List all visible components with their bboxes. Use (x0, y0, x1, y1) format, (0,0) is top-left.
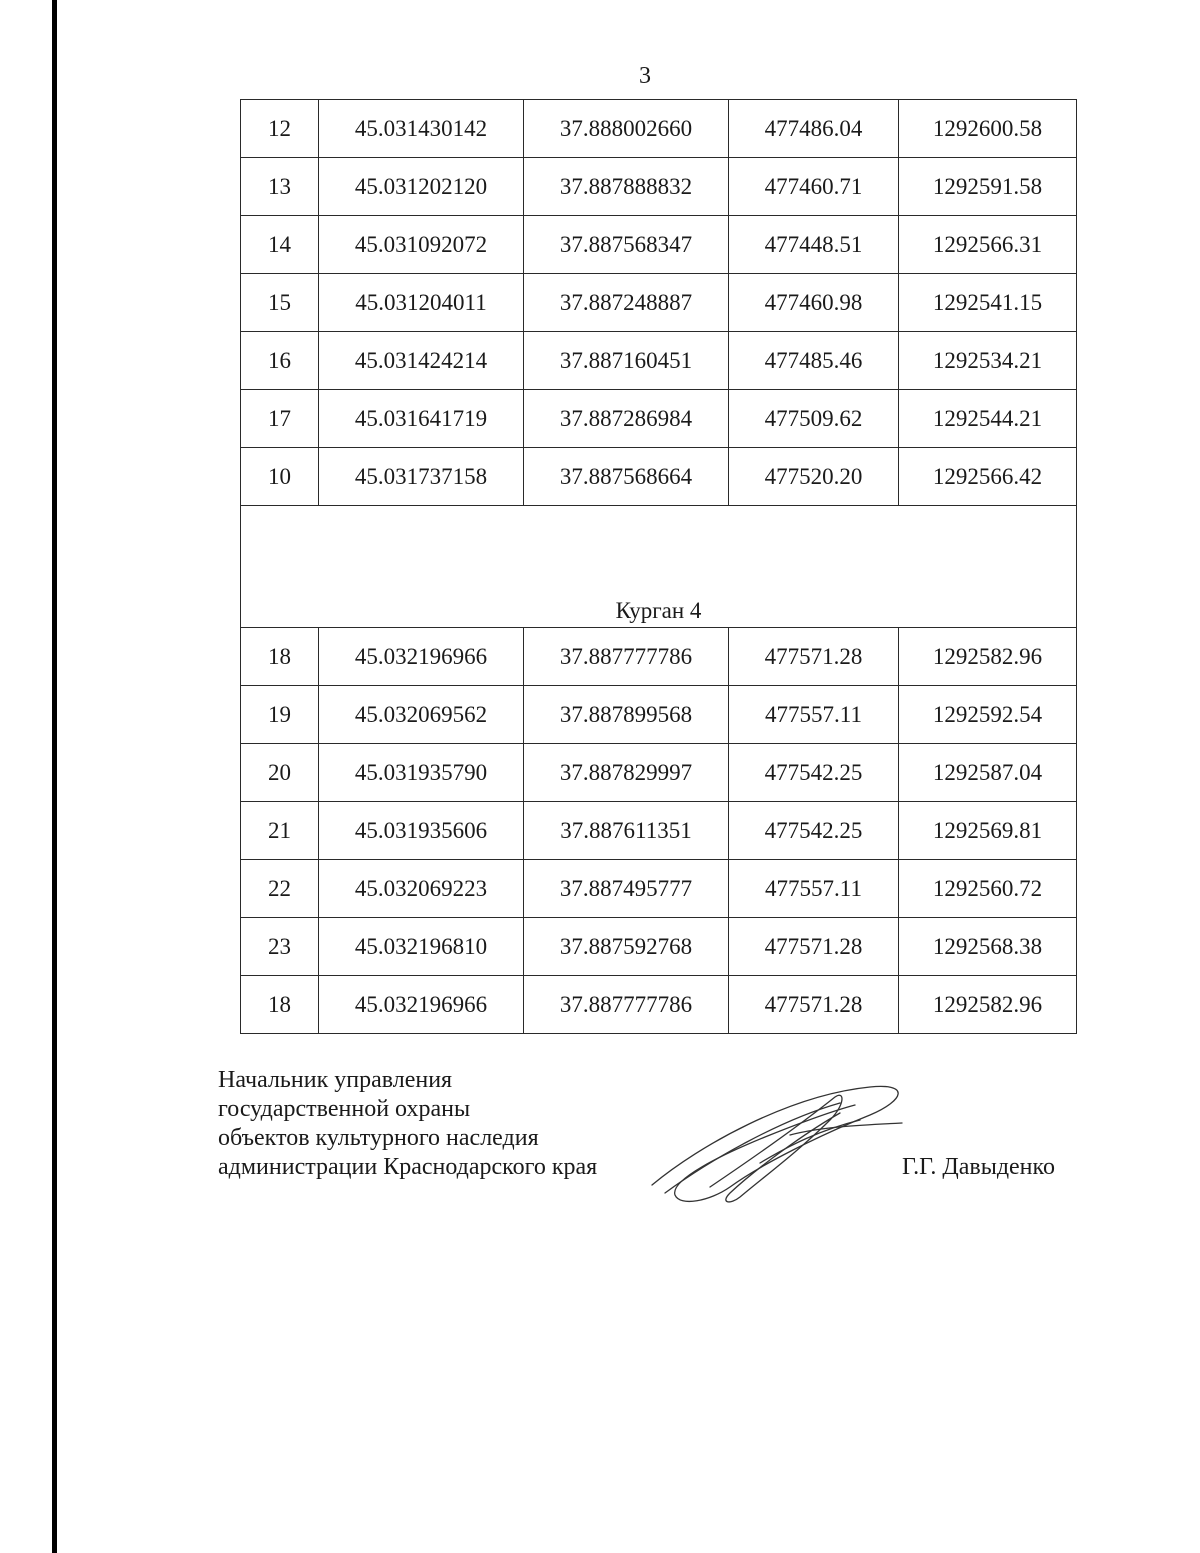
longitude-cell: 37.887495777 (524, 860, 729, 918)
y-coordinate-cell: 1292591.58 (899, 158, 1077, 216)
point-number-cell: 19 (241, 686, 319, 744)
longitude-cell: 37.887568664 (524, 448, 729, 506)
position-line: объектов культурного наследия (218, 1125, 539, 1151)
table-row (241, 744, 1077, 802)
longitude-cell: 37.887888832 (524, 158, 729, 216)
section-title: Курган 4 (241, 506, 1077, 628)
coordinates-table (240, 99, 1077, 1034)
y-coordinate-cell: 1292560.72 (899, 860, 1077, 918)
latitude-cell: 45.031092072 (319, 216, 524, 274)
longitude-cell: 37.887777786 (524, 976, 729, 1034)
point-number-cell: 15 (241, 274, 319, 332)
table-row (241, 332, 1077, 390)
x-coordinate-cell: 477460.98 (729, 274, 899, 332)
table-row (241, 100, 1077, 158)
point-number-cell: 12 (241, 100, 319, 158)
point-number-cell: 14 (241, 216, 319, 274)
page-number: 3 (639, 63, 651, 89)
longitude-cell: 37.887611351 (524, 802, 729, 860)
point-number-cell: 21 (241, 802, 319, 860)
x-coordinate-cell: 477485.46 (729, 332, 899, 390)
point-number-cell: 20 (241, 744, 319, 802)
position-line: Начальник управления (218, 1067, 453, 1093)
table-row (241, 976, 1077, 1034)
point-number-cell: 17 (241, 390, 319, 448)
latitude-cell: 45.031424214 (319, 332, 524, 390)
latitude-cell: 45.031430142 (319, 100, 524, 158)
y-coordinate-cell: 1292587.04 (899, 744, 1077, 802)
point-number-cell: 18 (241, 628, 319, 686)
latitude-cell: 45.032069562 (319, 686, 524, 744)
longitude-cell: 37.887777786 (524, 628, 729, 686)
y-coordinate-cell: 1292541.15 (899, 274, 1077, 332)
x-coordinate-cell: 477509.62 (729, 390, 899, 448)
table-row (241, 158, 1077, 216)
y-coordinate-cell: 1292568.38 (899, 918, 1077, 976)
latitude-cell: 45.032196810 (319, 918, 524, 976)
longitude-cell: 37.887899568 (524, 686, 729, 744)
x-coordinate-cell: 477460.71 (729, 158, 899, 216)
point-number-cell: 18 (241, 976, 319, 1034)
handwritten-signature (640, 1075, 920, 1215)
y-coordinate-cell: 1292569.81 (899, 802, 1077, 860)
y-coordinate-cell: 1292592.54 (899, 686, 1077, 744)
table-row (241, 860, 1077, 918)
latitude-cell: 45.032196966 (319, 628, 524, 686)
y-coordinate-cell: 1292544.21 (899, 390, 1077, 448)
longitude-cell: 37.887568347 (524, 216, 729, 274)
point-number-cell: 16 (241, 332, 319, 390)
latitude-cell: 45.032196966 (319, 976, 524, 1034)
x-coordinate-cell: 477448.51 (729, 216, 899, 274)
latitude-cell: 45.031202120 (319, 158, 524, 216)
latitude-cell: 45.031641719 (319, 390, 524, 448)
latitude-cell: 45.032069223 (319, 860, 524, 918)
y-coordinate-cell: 1292534.21 (899, 332, 1077, 390)
point-number-cell: 10 (241, 448, 319, 506)
longitude-cell: 37.887592768 (524, 918, 729, 976)
table-row (241, 390, 1077, 448)
x-coordinate-cell: 477571.28 (729, 628, 899, 686)
y-coordinate-cell: 1292566.42 (899, 448, 1077, 506)
y-coordinate-cell: 1292582.96 (899, 628, 1077, 686)
x-coordinate-cell: 477542.25 (729, 802, 899, 860)
y-coordinate-cell: 1292582.96 (899, 976, 1077, 1034)
point-number-cell: 22 (241, 860, 319, 918)
point-number-cell: 23 (241, 918, 319, 976)
table-row (241, 448, 1077, 506)
point-number-cell: 13 (241, 158, 319, 216)
x-coordinate-cell: 477557.11 (729, 686, 899, 744)
latitude-cell: 45.031935790 (319, 744, 524, 802)
latitude-cell: 45.031935606 (319, 802, 524, 860)
signatory-position (218, 1066, 597, 1182)
table-row (241, 802, 1077, 860)
signatory-name: Г.Г. Давыденко (902, 1154, 1055, 1180)
longitude-cell: 37.887160451 (524, 332, 729, 390)
x-coordinate-cell: 477520.20 (729, 448, 899, 506)
x-coordinate-cell: 477486.04 (729, 100, 899, 158)
table-row (241, 216, 1077, 274)
x-coordinate-cell: 477571.28 (729, 918, 899, 976)
longitude-cell: 37.887286984 (524, 390, 729, 448)
position-line: администрации Краснодарского края (218, 1154, 598, 1180)
longitude-cell: 37.887829997 (524, 744, 729, 802)
x-coordinate-cell: 477557.11 (729, 860, 899, 918)
section-header-row (241, 506, 1077, 628)
y-coordinate-cell: 1292566.31 (899, 216, 1077, 274)
scan-edge-border (52, 0, 57, 1553)
table-row (241, 686, 1077, 744)
table-row (241, 628, 1077, 686)
latitude-cell: 45.031204011 (319, 274, 524, 332)
x-coordinate-cell: 477542.25 (729, 744, 899, 802)
table-row (241, 918, 1077, 976)
latitude-cell: 45.031737158 (319, 448, 524, 506)
x-coordinate-cell: 477571.28 (729, 976, 899, 1034)
table-row (241, 274, 1077, 332)
longitude-cell: 37.887248887 (524, 274, 729, 332)
y-coordinate-cell: 1292600.58 (899, 100, 1077, 158)
longitude-cell: 37.888002660 (524, 100, 729, 158)
position-line: государственной охраны (218, 1096, 471, 1122)
